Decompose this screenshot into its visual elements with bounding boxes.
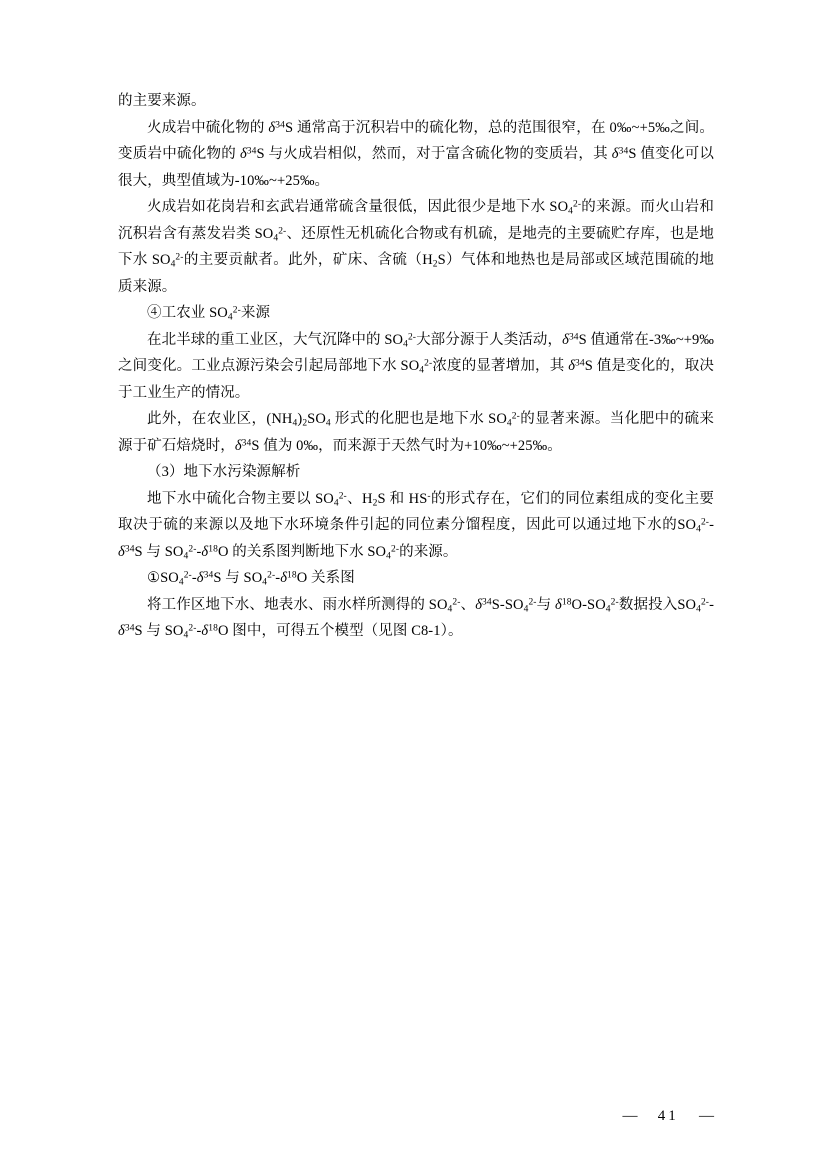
paragraph-10: 将工作区地下水、地表水、雨水样所测得的 $SO_4^{2-}$、$\delta^{34}S-SO_4^{2-}$与 $\delta^{18}O-SO_4^{2-}$数据投入$SO_4^{2-}-\delta^{34}S$ 与 $SO_4^{2-}-\delta^{18}O$ 图中，可得五个模型（见图 C8-1）。 <box>118 596 715 641</box>
paragraph-1: 的主要来源。 <box>118 93 206 109</box>
page-number: 41 <box>657 1108 679 1124</box>
page-footer <box>0 1108 826 1125</box>
paragraph-5: 在北半球的重工业区，大气沉降中的 $SO_4^{2-}$大部分源于人类活动，$\delta^{34}S$ 值通常在-3‰~+9‰之间变化。工业点源污染会引起局部地下水 $SO_4^{2-}$浓度的显著增加，其 $\delta^{34}S$ 值是变化的，取决于工业生产的情况。 <box>118 331 715 401</box>
paragraph-7-heading: （3）地下水污染源解析 <box>147 464 301 480</box>
page-body <box>118 88 714 645</box>
page-marker-right: — <box>699 1108 714 1124</box>
paragraph-3: 火成岩如花岗岩和玄武岩通常硫含量很低，因此很少是地下水 $SO_4^{2-}$的来源。而火山岩和沉积岩含有蒸发岩类 $SO_4^{2-}$、还原性无机硫化合物或有机硫，是地壳的主要硫贮存库，也是地下水 $SO_4^{2-}$的主要贡献者。此外，矿床、含硫$(H_2S)$气体和地热也是局部或区域范围硫的地质来源。 <box>118 199 714 295</box>
paragraph-9-heading: $①SO_4^{2-}-\delta^{34}S$ 与 $SO_4^{2-}-\delta^{18}O$ 关系图 <box>147 570 355 588</box>
paragraph-6: 此外，在农业区，$(NH_4)_2SO_4$ 形式的化肥也是地下水 $SO_4^{2-}$的显著来源。当化肥中的硫来源于矿石焙烧时，$\delta^{34}S$ 值为 0‰，而来源于天然气时为+10‰~+25‰。 <box>118 411 714 454</box>
page-marker-left: — <box>622 1108 638 1124</box>
paragraph-2: 火成岩中硫化物的 $\delta^{34}S$ 通常高于沉积岩中的硫化物，总的范围很窄，在 0‰~+5‰之间。变质岩中硫化物的 $\delta^{34}S$ 与火成岩相似，然而，对于富含硫化物的变质岩，其 $\delta^{34}S$ 值变化可以很大，典型值域为-10‰~+25‰。 <box>118 119 715 189</box>
paragraph-4-heading: ④工农业 $SO_4^{2-}$来源 <box>147 305 271 323</box>
paragraph-8: 地下水中硫化合物主要以 $SO_4^{2-}$、$H_2S$ 和 HS-的形式存在，它们的同位素组成的变化主要取决于硫的来源以及地下水环境条件引起的同位素分馏程度，因此可以通过地下水的$SO_4^{2-}-\delta^{34}S$ 与 $SO_4^{2-}-\delta^{18}O$ 的关系图判断地下水 $SO_4^{2-}$的来源。 <box>118 490 715 562</box>
